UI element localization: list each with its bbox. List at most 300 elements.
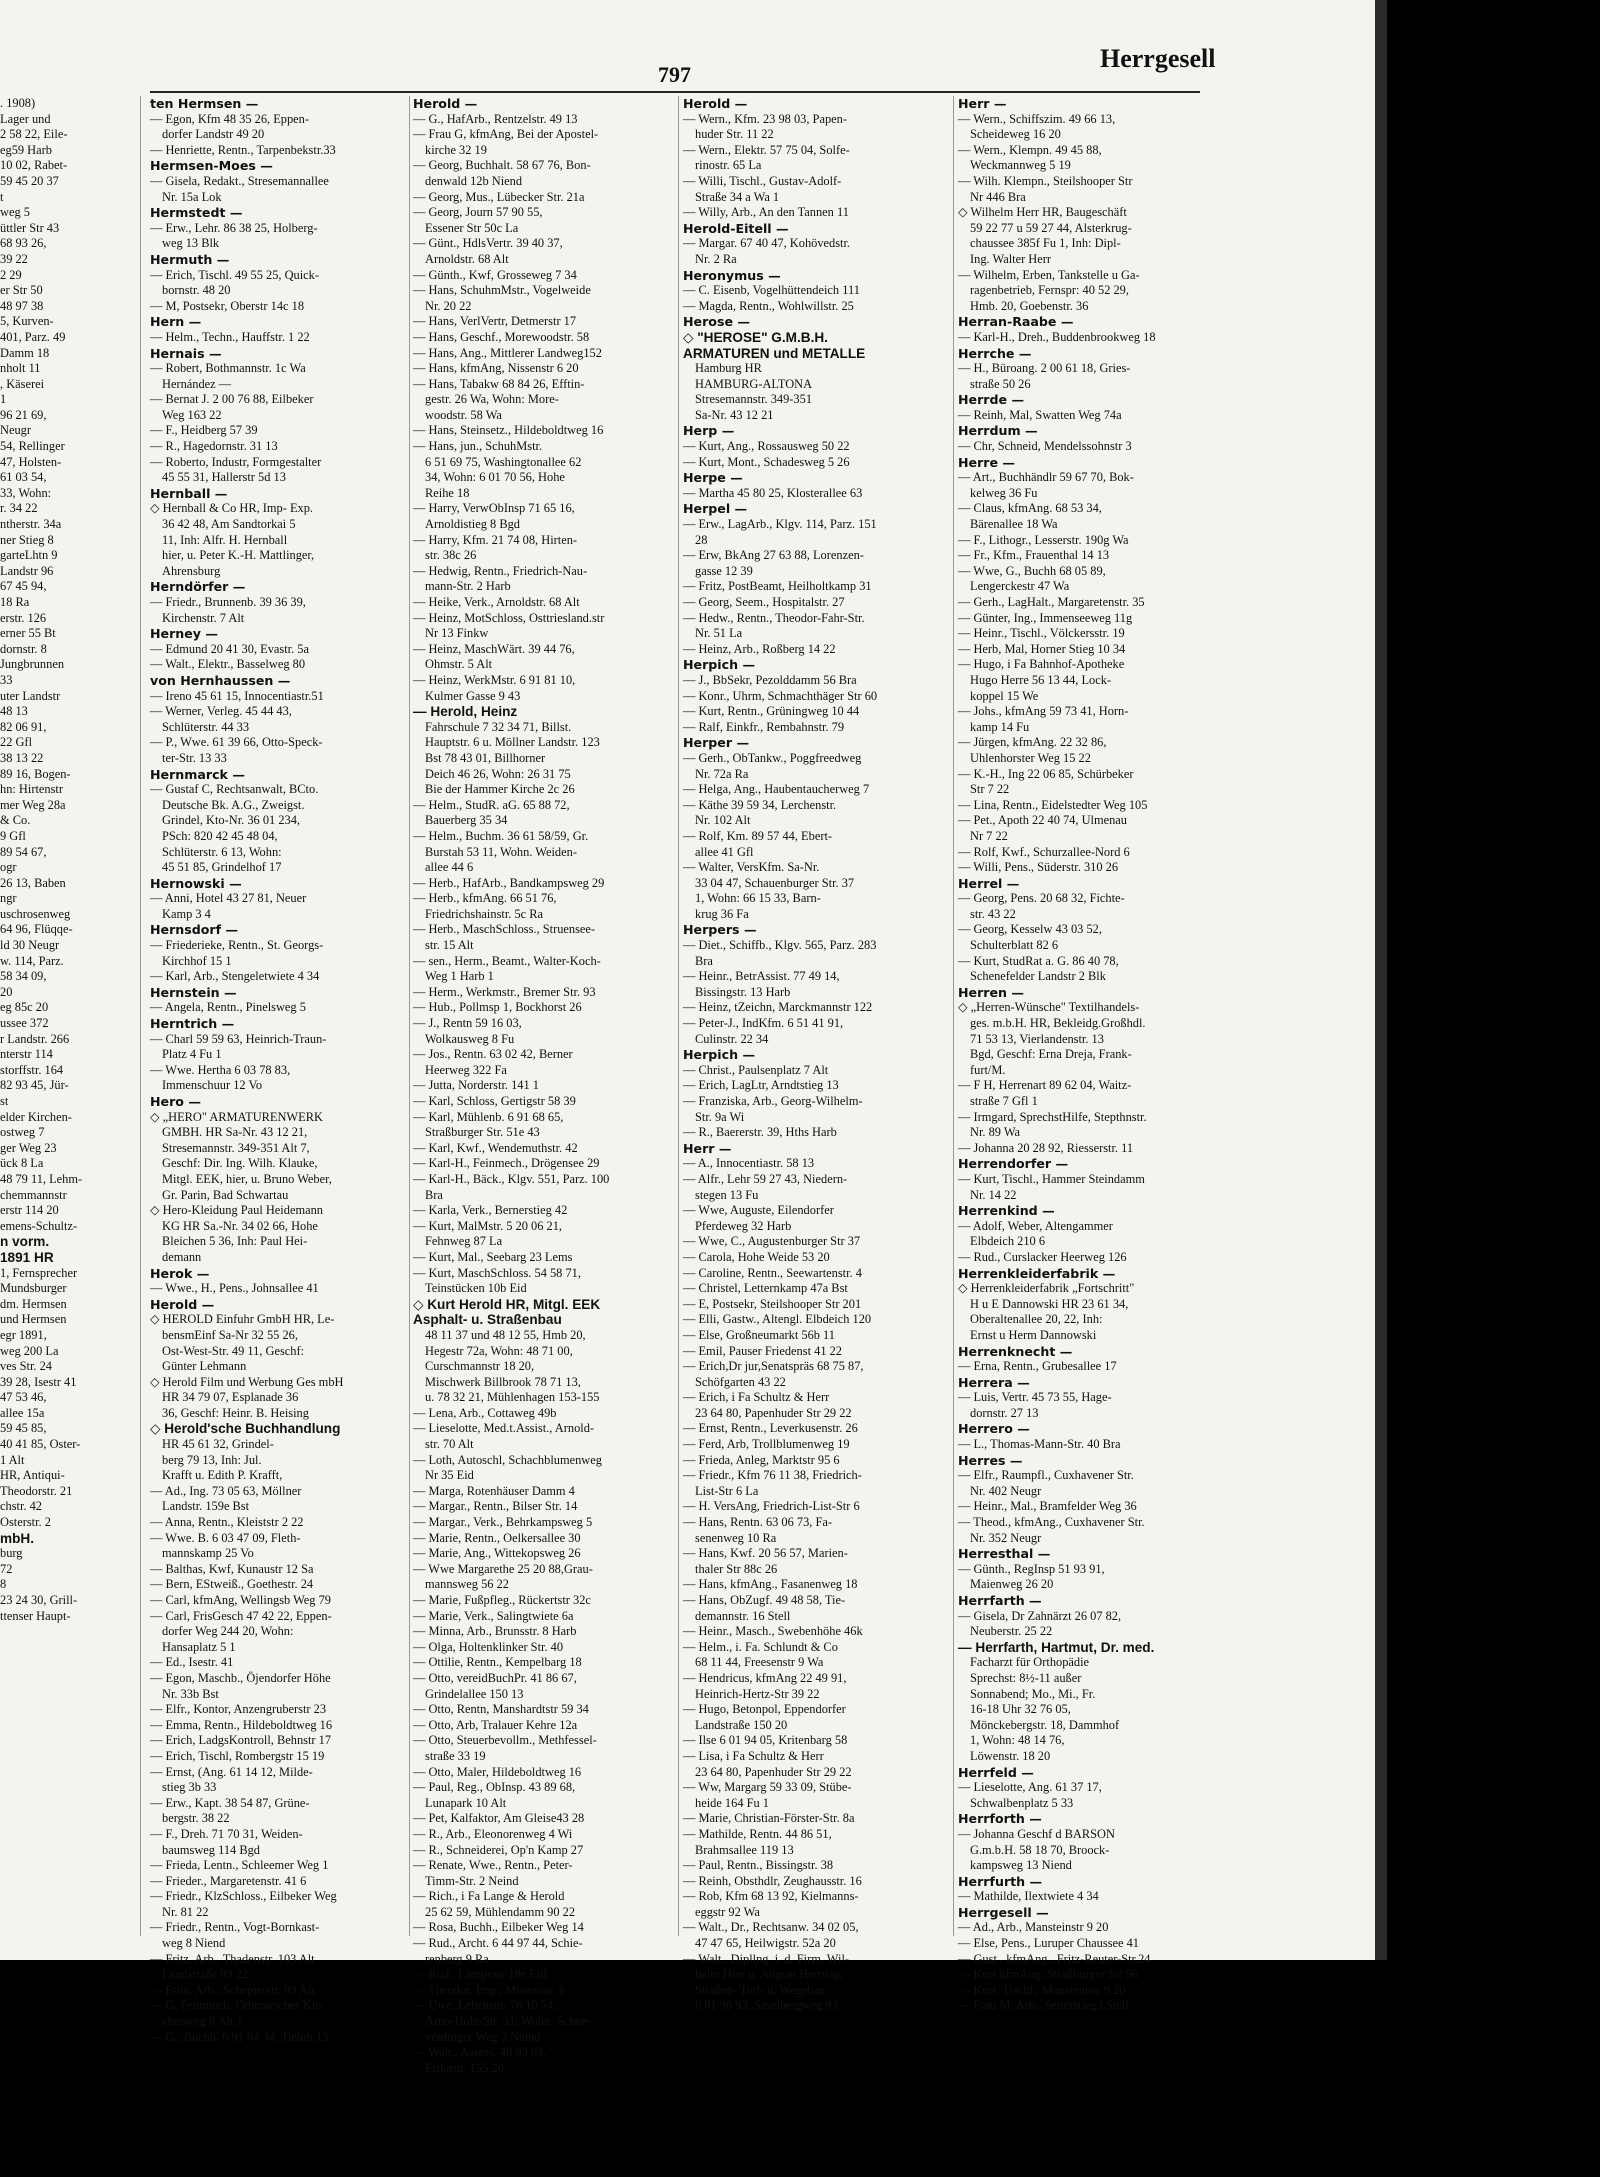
directory-entry-line: — Rolf, Km. 89 57 44, Ebert- (683, 828, 833, 843)
directory-entry-line: — Lena, Arb., Cottaweg 49b (413, 1405, 557, 1420)
directory-entry-line: Herrde — (958, 392, 1025, 408)
directory-entry-line: — Renate, Wwe., Rentn., Peter- (413, 1858, 573, 1873)
directory-entry-line: ges. m.b.H. HR, Bekleidg.Großhdl. (970, 1016, 1146, 1031)
directory-entry-line: KG HR Sa.-Nr. 34 02 66, Hohe (162, 1218, 318, 1233)
directory-entry-line: Herrgesell — (958, 1904, 1049, 1920)
directory-entry-line: ◇ Kurt Herold HR, Mitgl. EEK (413, 1296, 601, 1312)
directory-entry-line: Schwalbenplatz 5 33 (970, 1795, 1074, 1810)
directory-entry-line: ◇ Hero-Kleidung Paul Heidemann (150, 1203, 323, 1218)
directory-entry-line: Herrera — (958, 1374, 1030, 1390)
directory-entry-line: von Hernhaussen — (150, 672, 291, 688)
directory-entry-line: nterstr 114 (0, 1047, 53, 1062)
directory-entry-line: — Erich, Tischl. 49 55 25, Quick- (150, 267, 319, 282)
directory-entry-line: 47, Holsten- (0, 454, 62, 469)
directory-entry-line: Teinstücken 10b Eid (425, 1281, 527, 1296)
directory-entry-line: — Günth., RegInsp 51 93 91, (958, 1561, 1105, 1576)
directory-column-2 (413, 96, 673, 2076)
directory-entry-line: Landstr. 159e Bst (162, 1499, 250, 1514)
directory-entry-line: gestr. 26 Wa, Wohn: More- (425, 392, 559, 407)
directory-entry-line: Schenefelder Landstr 2 Blk (970, 969, 1106, 984)
directory-entry-line: Hernsdorf — (150, 922, 239, 938)
directory-entry-line: Nr. 2 Ra (695, 251, 737, 266)
directory-entry-line: Schlüterstr. 6 13, Wohn: (162, 844, 282, 859)
directory-entry-line: — Theod., kfmAng., Cuxhavener Str. (958, 1515, 1145, 1530)
directory-entry-line: Bra (425, 1187, 443, 1202)
directory-entry-line: Lunapark 10 Alt (425, 1795, 507, 1810)
directory-entry-line: dm. Hermsen (0, 1296, 67, 1311)
directory-entry-line: ◇ „HERO" ARMATURENWERK (150, 1109, 323, 1124)
directory-entry-line: Nr 13 Finkw (425, 626, 489, 641)
directory-entry-line: 1891 HR (0, 1249, 54, 1265)
directory-entry-line: 401, Parz. 49 (0, 329, 66, 344)
directory-entry-line: — Ferd, Arb, Trollblumenweg 19 (683, 1437, 850, 1452)
directory-entry-line: — Günter, Ing., Immenseeweg 11g (958, 610, 1133, 625)
directory-entry-line: — Wwe, C., Augustenburger Str 37 (683, 1234, 861, 1249)
directory-entry-line: — Caroline, Rentn., Seewartenstr. 4 (683, 1265, 862, 1280)
directory-entry-line: Herpe — (683, 470, 743, 486)
directory-entry-line: Osterstr. 2 (0, 1515, 51, 1530)
directory-entry-line: weg 13 Blk (162, 236, 220, 251)
directory-entry-line: 39 22 (0, 251, 28, 266)
directory-entry-line: — Robert, Bothmannstr. 1c Wa (150, 361, 306, 376)
directory-entry-line: Herres — (958, 1452, 1023, 1468)
directory-entry-line: 33, Wohn: (0, 485, 52, 500)
directory-entry-line: furt/M. (970, 1062, 1006, 1077)
directory-entry-line: Herrche — (958, 345, 1032, 361)
directory-entry-line: — Käthe 39 59 34, Lerchenstr. (683, 797, 837, 812)
directory-entry-line: Mönckebergstr. 18, Dammhof (970, 1717, 1120, 1732)
directory-entry-line: — Kurt, Ang., Rossausweg 50 22 (683, 439, 850, 454)
directory-entry-line: — Walt., Dr., Rechtsanw. 34 02 05, (683, 1920, 859, 1935)
directory-entry-line: Nr. 102 Alt (695, 813, 751, 828)
directory-entry-line: Herntrich — (150, 1016, 235, 1032)
directory-entry-line: emens-Schultz- (0, 1218, 78, 1233)
directory-entry-line: — Konr., Uhrm, Schmachthäger Str 60 (683, 688, 878, 703)
directory-entry-line: — Roberto, Industr, Formgestalter (150, 454, 322, 469)
directory-entry-line: kampsweg 13 Niend (970, 1858, 1072, 1873)
directory-entry-line: 54, Rellinger (0, 439, 65, 454)
directory-entry-line: Brahmsallee 119 13 (695, 1842, 794, 1857)
directory-entry-line: 68 93 26, (0, 236, 47, 251)
directory-entry-line: mbH. (0, 1530, 34, 1546)
directory-entry-line: chemmannstr (0, 1187, 67, 1202)
directory-entry-line: bergstr. 38 22 (162, 1811, 230, 1826)
directory-entry-line: & Co. (0, 813, 31, 828)
directory-entry-line: — Wwe. Hertha 6 03 78 83, (150, 1062, 291, 1077)
directory-entry-line: 25 62 59, Mühlendamm 90 22 (425, 1904, 576, 1919)
directory-entry-line: — Kurt, MaschSchloss. 54 58 71, (413, 1265, 581, 1280)
directory-entry-line: 47 53 46, (0, 1390, 47, 1405)
directory-entry-line: — Chr, Schneid, Mendelssohnstr 3 (958, 439, 1132, 454)
directory-entry-line: ger Weg 23 (0, 1140, 57, 1155)
directory-entry-line: Herr — (683, 1140, 732, 1156)
directory-entry-line: Bst 78 43 01, Billhorner (425, 750, 546, 765)
directory-entry-line: helm Herr u. August Hertwig, (695, 1967, 843, 1982)
directory-entry-line: Hero — (150, 1094, 201, 1109)
directory-entry-line: — Wwe, G., Buchh 68 05 89, (958, 563, 1106, 578)
directory-entry-line: Fehnweg 87 La (425, 1234, 503, 1249)
directory-entry-line: — Heinr., Masch., Swebenhöhe 46k (683, 1624, 863, 1639)
directory-entry-line: Herre — (958, 454, 1016, 470)
directory-entry-line: — Willi, Pens., Süderstr. 310 26 (958, 860, 1119, 875)
directory-entry-line: chaussee 385f Fu 1, Inh: Dipl- (970, 236, 1121, 251)
directory-entry-line: kamp 14 Fu (970, 719, 1030, 734)
page-number: 797 (658, 62, 691, 87)
directory-entry-line: — Paul, Rentn., Bissingstr. 38 (683, 1858, 834, 1873)
directory-entry-line: — Elli, Gastw., Altengl. Elbdeich 120 (683, 1312, 872, 1327)
directory-entry-line: — Margar., Rentn., Bilser Str. 14 (413, 1499, 578, 1514)
directory-entry-line: — Herb., kfmAng. 66 51 76, (413, 891, 557, 906)
directory-entry-line: — Henriette, Rentn., Tarpenbekstr.33 (150, 142, 336, 157)
directory-entry-line: Timm-Str. 2 Neind (425, 1873, 519, 1888)
directory-entry-line: — Fritz, Arb., Thadenstr. 103 Alt (150, 1951, 315, 1966)
directory-entry-line: — Frieda, Anleg, Marktstr 95 6 (683, 1452, 840, 1467)
directory-entry-line: — Friedr., Brunnenb. 39 36 39, (150, 595, 306, 609)
directory-entry-line: H u E Dannowski HR 23 61 34, (970, 1296, 1129, 1311)
directory-entry-line: Herney — (150, 626, 218, 642)
directory-entry-line: — Carl, FrisGesch 47 42 22, Eppen- (150, 1608, 332, 1623)
directory-entry-line: heide 164 Fu 1 (695, 1795, 769, 1810)
directory-entry-line: — Herb, Mal, Horner Stieg 10 34 (958, 641, 1126, 656)
directory-entry-line: Grindel, Kto-Nr. 36 01 234, (162, 813, 301, 828)
directory-entry-line: 20 (0, 984, 13, 999)
directory-entry-line: — Hans, Steinsetz., Hildeboldtweg 16 (413, 423, 604, 438)
directory-entry-line: GMBH. HR Sa-Nr. 43 12 21, (162, 1125, 308, 1140)
directory-entry-line: 1, Fernsprecher (0, 1265, 78, 1280)
directory-entry-line: — Wern., Schiffszim. 49 66 13, (958, 111, 1116, 126)
directory-entry-line: — Gerh., ObTankw., Poggfreedweg (683, 750, 862, 765)
directory-entry-line: ner Stieg 8 (0, 532, 54, 547)
directory-entry-line: r Landstr. 266 (0, 1031, 70, 1046)
directory-entry-line: und Hermsen (0, 1312, 67, 1327)
directory-entry-line: Sonnabend; Mo., Mi., Fr. (970, 1686, 1096, 1701)
directory-entry-line: — Ad., Arb., Mansteinstr 9 20 (958, 1920, 1109, 1935)
directory-entry-line: — Reinh, Mal, Swatten Weg 74a (958, 407, 1122, 422)
directory-column-3 (683, 96, 950, 2014)
directory-entry-line: kirche 32 19 (425, 142, 487, 157)
directory-entry-line: — Rob, Kfm 68 13 92, Kielmanns- (683, 1889, 859, 1904)
directory-entry-line: — Herb., HafArb., Bandkampsweg 29 (413, 875, 605, 890)
book-binding (1375, 0, 1387, 1960)
directory-entry-line: chstr. 42 (0, 1499, 42, 1514)
directory-entry-line: 45 55 31, Hallerstr 5d 13 (162, 470, 286, 485)
directory-entry-line: — F., Lithogr., Lesserstr. 190g Wa (958, 532, 1129, 547)
directory-entry-line: Mischwerk Billbrook 78 71 13, (425, 1374, 581, 1389)
directory-entry-line: — Hugo, i Fa Bahnhof-Apotheke (958, 657, 1125, 672)
directory-entry-line: u. 78 32 21, Mühlenhagen 153-155 (425, 1390, 600, 1405)
directory-entry-line: — Balthas, Kwf, Kunaustr 12 Sa (150, 1561, 314, 1576)
directory-entry-line: ARMATUREN und METALLE (683, 345, 866, 361)
directory-entry-line: Nr 7 22 (970, 828, 1008, 843)
directory-entry-line: — Erw, BkAng 27 63 88, Lorenzen- (683, 548, 864, 563)
directory-entry-line: — Hans, Rentn. 63 06 73, Fa- (683, 1515, 833, 1530)
directory-entry-line: Nr. 402 Neugr (970, 1483, 1042, 1498)
directory-entry-line: Facharzt für Orthopädie (970, 1655, 1090, 1670)
directory-entry-line: straße 7 Gfl 1 (970, 1094, 1038, 1108)
directory-entry-line: — Karl, Kwf., Wendemuthstr. 42 (413, 1140, 578, 1155)
directory-entry-line: Ohmstr. 5 Alt (425, 657, 493, 672)
directory-entry-line: G.m.b.H. 58 18 70, Broock- (970, 1842, 1110, 1857)
directory-entry-line: storffstr. 164 (0, 1062, 64, 1077)
directory-entry-line: — Edmund 20 41 30, Evastr. 5a (150, 641, 309, 656)
directory-entry-line: — Hans, kfmAng, Nissenstr 6 20 (413, 361, 579, 376)
directory-entry-line: 36, Geschf: Heinr. B. Heising (162, 1405, 309, 1420)
directory-entry-line: Gr. Parin, Bad Schwartau (162, 1187, 289, 1202)
directory-entry-line: — G, Feinmech, Othmarscher Kir- (150, 1998, 324, 2013)
directory-entry-line: — Bern, EStweiß., Goethestr. 24 (150, 1577, 314, 1592)
directory-entry-line: 1, Wohn: 66 15 33, Barn- (695, 891, 821, 906)
directory-entry-line: — Harry, Kfm. 21 74 08, Hirten- (413, 532, 578, 547)
directory-entry-line: Geschf: Dir. Ing. Wilh. Klauke, (162, 1156, 318, 1171)
directory-entry-line: Herold — (683, 96, 748, 111)
directory-entry-line: erner 55 Bt (0, 626, 56, 641)
directory-entry-line: — Hans, ObZugf. 49 48 58, Tie- (683, 1593, 846, 1607)
directory-entry-line: Ernst u Herm Dannowski (970, 1327, 1097, 1342)
directory-entry-line: — Hans, VerlVertr, Detmerstr 17 (413, 314, 577, 329)
directory-entry-line: — Art., Buchhändlr 59 67 70, Bok- (958, 470, 1134, 485)
directory-entry-line: — Irmgard, SprechstHilfe, Stepthnstr. (958, 1109, 1147, 1124)
directory-entry-line: — Wern., Kfm. 23 98 03, Papen- (683, 111, 847, 126)
directory-entry-line: — Karl, Arb., Stengeletwiete 4 34 (150, 969, 320, 984)
directory-entry-line: — K.-H., Ing 22 06 85, Schürbeker (958, 766, 1134, 781)
directory-entry-line: Deutsche Bk. A.G., Zweigst. (162, 797, 305, 812)
directory-entry-line: Herok — (150, 1265, 210, 1281)
column-divider (678, 96, 679, 1936)
directory-entry-line: Nr. 14 22 (970, 1187, 1017, 1202)
directory-entry-line: Damm 18 (0, 345, 50, 360)
directory-entry-line: — Carl, kfmAng, Wellingsb Weg 79 (150, 1593, 331, 1607)
directory-entry-line: — Hans, kfmAng., Fasanenweg 18 (683, 1577, 858, 1592)
directory-entry-line: Herrfeld — (958, 1764, 1034, 1780)
directory-entry-line: — Harry, VerwObInsp 71 65 16, (413, 501, 575, 516)
directory-entry-line: — Walt., Dipllng. i. d. Firm. Wil- (683, 1951, 850, 1966)
directory-entry-line: Bleichen 5 36, Inh: Paul Hei- (162, 1234, 308, 1249)
directory-entry-line: 48 13 (0, 704, 28, 719)
directory-entry-line: Reihe 18 (425, 485, 470, 500)
directory-entry-line: — sen., Herm., Beamt., Walter-Koch- (413, 953, 601, 968)
directory-entry-line: — Jutta, Norderstr. 141 1 (413, 1078, 539, 1093)
directory-entry-line: rinostr. 65 La (695, 158, 762, 173)
directory-entry-line: — Franziska, Arb., Georg-Wilhelm- (683, 1094, 863, 1108)
directory-entry-line: — Georg, Mus., Lübecker Str. 21a (413, 189, 585, 204)
directory-entry-line: — Wwe Margarethe 25 20 88,Grau- (413, 1561, 593, 1576)
directory-entry-line: — Else, Pens., Luruper Chaussee 41 (958, 1936, 1140, 1951)
directory-entry-line: — Christel, Letternkamp 47a Bst (683, 1281, 848, 1296)
directory-entry-line: — Kurt, Tischl., Mansteinstr 9 20 (958, 1982, 1126, 1997)
directory-entry-line: Herrenknecht — (958, 1343, 1073, 1359)
directory-entry-line: — Marie, Ang., Wittekopsweg 26 (413, 1546, 581, 1561)
directory-entry-line: — Carola, Hohe Weide 53 20 (683, 1249, 830, 1264)
directory-entry-line: 48 79 11, Lehm- (0, 1171, 83, 1186)
directory-entry-line: — Emil, Pauser Friedenst 41 22 (683, 1343, 842, 1358)
directory-entry-line: 6 51 69 75, Washingtonallee 62 (425, 454, 582, 469)
directory-entry-line: — Pet, Kalfaktor, Am Gleise43 28 (413, 1811, 585, 1826)
directory-entry-line: — Rich., i Fa Lange & Herold (413, 1889, 565, 1904)
directory-entry-line: — Lieselotte, Ang. 61 37 17, (958, 1780, 1102, 1795)
directory-entry-line: Straße 34 a Wa 1 (695, 189, 780, 204)
directory-entry-line: 6 01 96 93, Saselbergweg 93 (695, 1998, 838, 2013)
directory-entry-line: ◇ Hernball & Co HR, Imp- Exp. (150, 501, 314, 516)
directory-entry-line: Kirchhof 15 1 (162, 953, 232, 968)
directory-entry-line: — Johanna 20 28 92, Riesserstr. 11 (958, 1140, 1134, 1155)
column-divider (953, 96, 954, 1936)
directory-entry-line: — Pet., Apoth 22 40 74, Ulmenau (958, 813, 1127, 828)
directory-entry-line: — Kurt, Mont., Schadesweg 5 26 (683, 454, 850, 469)
directory-entry-line: Nr. 33b Bst (162, 1686, 219, 1701)
directory-entry-line: — Luis, Vertr. 45 73 55, Hage- (958, 1390, 1112, 1405)
directory-entry-line: Herold — (413, 96, 478, 111)
directory-entry-line: Krafft u. Edith P. Krafft, (162, 1468, 283, 1483)
directory-entry-line: — Herold, Heinz (413, 704, 518, 720)
directory-entry-line: Asphalt- u. Straßenbau (413, 1312, 562, 1328)
directory-entry-line: 33 04 47, Schauenburger Str. 37 (695, 875, 855, 890)
directory-entry-line: 16-18 Uhr 32 76 05, (970, 1702, 1071, 1717)
directory-entry-line: dornstr. 8 (0, 641, 47, 656)
directory-entry-line: Nr. 51 La (695, 626, 743, 641)
directory-entry-line: — Wilhelm, Erben, Tankstelle u Ga- (958, 267, 1140, 282)
directory-entry-line: — Marga, Rotenhäuser Damm 4 (413, 1483, 575, 1498)
directory-entry-line: — J., Rentn 59 16 03, (413, 1016, 522, 1031)
directory-entry-line: Hernmarck — (150, 766, 245, 782)
directory-entry-line: — Martha 45 80 25, Klosterallee 63 (683, 485, 863, 500)
header-rule (150, 91, 1200, 93)
directory-entry-line: — Hans, Geschf., Morewoodstr. 58 (413, 329, 590, 344)
directory-entry-line: Nr. 81 22 (162, 1904, 209, 1919)
directory-entry-line: n vorm. (0, 1234, 50, 1250)
directory-entry-line: — Minna, Arb., Brunsstr. 8 Harb (413, 1624, 577, 1639)
directory-entry-line: , Käserei (0, 376, 45, 391)
directory-entry-line: — Erich, i Fa Schultz & Herr (683, 1390, 830, 1405)
directory-entry-line: Curschmannstr 18 20, (425, 1359, 535, 1374)
directory-entry-line: Heronymus — (683, 267, 781, 283)
directory-entry-line: — Helm., Techn., Hauffstr. 1 22 (150, 329, 310, 344)
directory-entry-line: — Erna, Rentn., Grubesallee 17 (958, 1359, 1117, 1374)
directory-entry-line: — Ireno 45 61 15, Innocentiastr.51 (150, 688, 324, 703)
directory-entry-line: stieg 3b 33 (162, 1780, 217, 1795)
directory-entry-line: Weg 163 22 (162, 407, 222, 422)
directory-entry-line: Elbdeich 210 6 (970, 1234, 1046, 1249)
directory-entry-line: Kulmer Gasse 9 43 (425, 688, 521, 703)
directory-entry-line: — Elfr., Kontor, Anzengruberstr 23 (150, 1702, 327, 1717)
directory-column-1 (150, 96, 407, 2045)
directory-entry-line: HR 34 79 07, Esplanade 36 (162, 1390, 299, 1405)
directory-entry-line: Mitgl. EEK, hier, u. Bruno Weber, (162, 1171, 332, 1186)
directory-entry-line: ves Str. 24 (0, 1359, 52, 1374)
directory-entry-line: — Mathilde, Ilextwiete 4 34 (958, 1889, 1099, 1904)
directory-entry-line: — Hans, Ang., Mittlerer Landweg152 (413, 345, 602, 360)
directory-entry-line: — Otto, Maler, Hildeboldtweg 16 (413, 1764, 582, 1779)
directory-entry-line: r. 34 22 (0, 501, 38, 516)
directory-entry-line: — Heinr., BetrAssist. 77 49 14, (683, 969, 840, 984)
directory-entry-line: Herrero — (958, 1421, 1030, 1437)
directory-entry-line: 82 06 91, (0, 719, 47, 734)
directory-entry-line: 8 (0, 1577, 7, 1592)
directory-entry-line: Herrfurth — (958, 1873, 1043, 1889)
directory-entry-line: — Günth., Kwf, Grosseweg 7 34 (413, 267, 577, 282)
directory-entry-line: dornstr. 27 13 (970, 1405, 1039, 1420)
directory-entry-line: — Erw., Kapt. 38 54 87, Grüne- (150, 1795, 310, 1810)
directory-entry-line: 82 93 45, Jür- (0, 1078, 69, 1093)
directory-entry-line: — Werner, Verleg. 45 44 43, (150, 704, 292, 719)
directory-entry-line: ter-Str. 13 33 (162, 750, 227, 765)
directory-entry-line: verdinger Weg 3 Neind (425, 2029, 541, 2044)
directory-entry-line: — Herrfarth, Hartmut, Dr. med. (958, 1639, 1155, 1655)
directory-entry-line: 10 02, Rabet- (0, 158, 68, 173)
directory-entry-line: — E, Postsekr, Steilshooper Str 201 (683, 1296, 862, 1311)
directory-entry-line: 48 97 38 (0, 298, 44, 313)
directory-entry-line: — Olga, Holtenklinker Str. 40 (413, 1639, 564, 1654)
directory-entry-line: — Günt., HdlsVertr. 39 40 37, (413, 236, 563, 251)
directory-entry-line: ussee 372 (0, 1016, 49, 1031)
directory-entry-line: Straßburger Str. 51e 43 (425, 1125, 540, 1140)
directory-entry-line: — Reinh, Obsthdlr, Zeughausstr. 16 (683, 1873, 862, 1888)
directory-entry-line: hn: Hirtenstr (0, 782, 63, 797)
directory-entry-line: ostweg 7 (0, 1125, 45, 1140)
directory-entry-line: Hmb. 20, Goebenstr. 36 (970, 298, 1089, 313)
directory-entry-line: 61 03 54, (0, 470, 47, 485)
directory-entry-line: mann-Str. 2 Harb (425, 579, 511, 594)
directory-entry-line: — Marie, Rentn., Oelkersallee 30 (413, 1530, 581, 1545)
directory-column-4 (958, 96, 1208, 2014)
directory-entry-line: — M, Postsekr, Oberstr 14c 18 (150, 298, 305, 313)
directory-entry-line: Deich 46 26, Wohn: 26 31 75 (425, 766, 571, 781)
directory-entry-line: — Wwe., H., Pens., Johnsallee 41 (150, 1281, 319, 1296)
directory-entry-line: Wolkausweg 8 Fu (425, 1031, 515, 1046)
directory-entry-line: elder Kirchen- (0, 1109, 72, 1124)
directory-entry-line: garteLhtn 9 (0, 548, 58, 563)
directory-entry-line: Hansaplatz 5 1 (162, 1639, 236, 1654)
directory-entry-line: — Herm., Werkmstr., Bremer Str. 93 (413, 984, 596, 999)
directory-entry-line: Straßen- Tief- u. Wegebau (695, 1982, 826, 1997)
directory-entry-line: Hernball — (150, 485, 228, 501)
directory-entry-line: Herold-Eitell — (683, 220, 789, 236)
directory-entry-line: Herpel — (683, 501, 748, 517)
directory-entry-line: — Ottilie, Rentn., Kempelbarg 18 (413, 1655, 582, 1670)
directory-entry-line: weg 200 La (0, 1343, 59, 1358)
directory-entry-line: 96 21 69, (0, 407, 47, 422)
directory-entry-line: — Erich,Dr jur,Senatspräs 68 75 87, (683, 1359, 864, 1374)
directory-entry-line: Erikastr. 155 20 (425, 2060, 504, 2075)
column-divider (409, 96, 410, 1936)
directory-entry-line: Herrforth — (958, 1811, 1042, 1827)
directory-entry-line: Sprechst: 8½-11 außer (970, 1670, 1082, 1685)
directory-entry-line: — Helga, Ang., Haubentaucherweg 7 (683, 782, 870, 797)
directory-entry-line: Herran-Raabe — (958, 314, 1074, 330)
directory-entry-line: mannsweg 56 22 (425, 1577, 509, 1592)
directory-entry-line: — Ernst, Rentn., Leverkusenstr. 26 (683, 1421, 858, 1436)
directory-entry-line: Löwenstr. 18 20 (970, 1748, 1051, 1763)
directory-entry-line: er Str 50 (0, 283, 43, 298)
directory-entry-line: 48 11 37 und 48 12 55, Hmb 20, (425, 1327, 586, 1342)
directory-entry-line: — Rud., Archt. 6 44 97 44, Schie- (413, 1936, 583, 1951)
directory-entry-line: — Georg, Pens. 20 68 32, Fichte- (958, 891, 1125, 906)
directory-entry-line: 36 42 48, Am Sandtorkai 5 (162, 517, 296, 532)
directory-entry-line: Herpich — (683, 1047, 756, 1063)
directory-entry-line: Günter Lehmann (162, 1359, 247, 1374)
directory-entry-line: Hernais — (150, 345, 222, 361)
directory-entry-line: — F., Dreh. 71 70 31, Weiden- (150, 1826, 303, 1841)
directory-entry-line: — C. Eisenb, Vogelhüttendeich 111 (683, 283, 860, 298)
directory-entry-line: — Erich, LagLtr, Arndtstieg 13 (683, 1078, 839, 1093)
directory-entry-line: — Hans, jun., SchuhMstr. (413, 439, 543, 454)
directory-entry-line: Nr. 89 Wa (970, 1125, 1021, 1140)
directory-entry-line: — Marie, Fußpfleg., Rückertstr 32c (413, 1593, 591, 1607)
directory-entry-line: Hermstedt — (150, 205, 243, 221)
directory-entry-line: — Otto, Rentn, Manshardtstr 59 34 (413, 1702, 589, 1717)
directory-entry-line: — Heinz, tZeichn, Marckmannstr 122 (683, 1000, 873, 1015)
directory-entry-line: Herper — (683, 735, 750, 751)
directory-entry-line: — Helm., Buchm. 36 61 58/59, Gr. (413, 828, 589, 843)
